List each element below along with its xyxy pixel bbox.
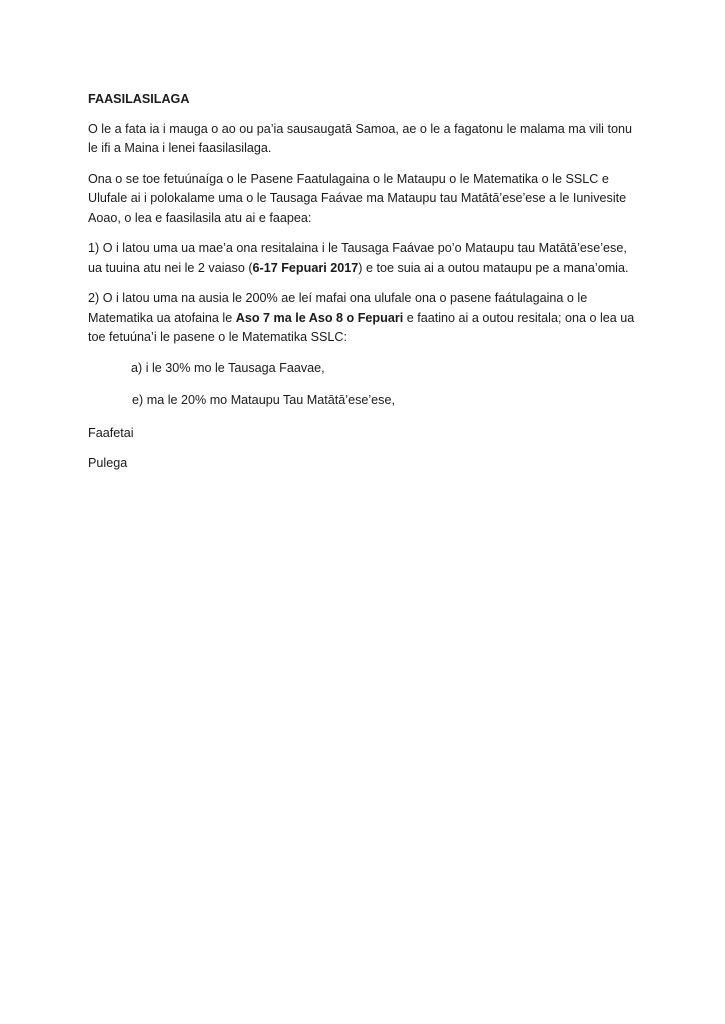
document-body bbox=[88, 90, 643, 485]
point-two-text-end: e faatino ai a outou resitala; ona o lea ua toe fetuúna’i le pasene o le Matematika SSLC: bbox=[88, 310, 635, 344]
document-heading: FAASILASILAGA bbox=[88, 92, 190, 106]
point-two-dates: Aso 7 ma le Aso 8 o Fepuari bbox=[235, 310, 404, 325]
point-one-dates: 6-17 Fepuari 2017 bbox=[252, 260, 359, 275]
point-two-text: 2) O i latou uma na ausia le 200% ae leí mafai ona ulufale ona o pasene faátulagaina o le Matematika ua atofaina le bbox=[88, 291, 588, 325]
intro-paragraph: O le a fata ia i mauga o ao ou pa’ia sausaugatā Samoa, ae o le a fagatonu le malama ma vili tonu le ifi a Maina i lenei faasilasilaga. bbox=[88, 121, 632, 155]
closing-signature: Pulega bbox=[88, 456, 128, 470]
point-one bbox=[88, 239, 643, 278]
sub-item-a: a) i le 30% mo le Tausaga Faavae, bbox=[131, 360, 325, 375]
point-one-text-end: ) e toe suia ai a outou mataupu pe a mana’omia. bbox=[358, 260, 629, 275]
point-one-text: 1) O i latou uma ua mae’a ona resitalaina i le Tausaga Faávae po’o Mataupu tau Matātā’ese’ese, ua tuuina atu nei le 2 vaiaso ( bbox=[88, 241, 627, 275]
closing-thanks: Faafetai bbox=[88, 425, 134, 440]
notice-paragraph: Ona o se toe fetuúnaíga o le Pasene Faatulagaina o le Mataupu o le Matematika o le SSLC e Ulufale ai i polokalame uma o le Tausaga Faávae ma Mataupu tau Matātā’ese’ese a le Iunivesite Aoao, o lea e faasilasila atu ai e faapea: bbox=[88, 171, 627, 225]
sub-item-e: e) ma le 20% mo Mataupu Tau Matātā’ese’ese, bbox=[132, 393, 395, 407]
point-two bbox=[88, 289, 643, 348]
